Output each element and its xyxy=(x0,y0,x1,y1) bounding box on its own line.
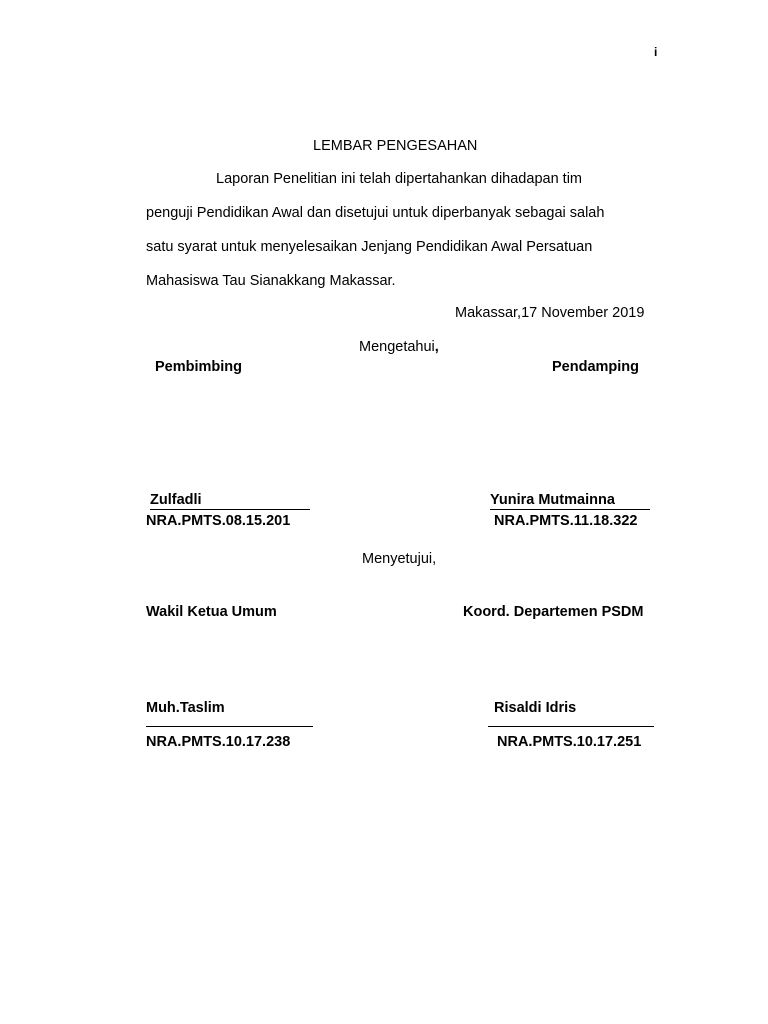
mengetahui-comma: , xyxy=(434,339,439,355)
role-koord-psdm: Koord. Departemen PSDM xyxy=(463,604,644,620)
nra-yunira: NRA.PMTS.11.18.322 xyxy=(494,513,638,529)
menyetujui-heading: Menyetujui, xyxy=(362,551,437,567)
role-pendamping: Pendamping xyxy=(552,359,640,375)
nra-zulfadli: NRA.PMTS.08.15.201 xyxy=(146,513,291,529)
name-muh-taslim: Muh.Taslim xyxy=(146,700,225,716)
paragraph-line-4: Mahasiswa Tau Sianakkang Makassar. xyxy=(146,273,396,289)
nra-muh-taslim: NRA.PMTS.10.17.238 xyxy=(146,734,291,750)
mengetahui-text: Mengetahui xyxy=(359,339,435,355)
role-pembimbing: Pembimbing xyxy=(155,359,243,375)
mengetahui-heading xyxy=(359,339,439,355)
name-risaldi-idris: Risaldi Idris xyxy=(494,700,577,716)
nra-risaldi-idris: NRA.PMTS.10.17.251 xyxy=(497,734,642,750)
page-title: LEMBAR PENGESAHAN xyxy=(313,138,478,154)
paragraph-line-2: penguji Pendidikan Awal dan disetujui untuk diperbanyak sebagai salah xyxy=(146,205,605,221)
signature-line-left-top xyxy=(150,509,310,510)
name-yunira: Yunira Mutmainna xyxy=(490,492,615,508)
name-zulfadli: Zulfadli xyxy=(150,492,202,508)
page-number: i xyxy=(654,45,658,59)
role-wakil-ketua: Wakil Ketua Umum xyxy=(146,604,277,620)
paragraph-line-1: Laporan Penelitian ini telah dipertahankan dihadapan tim xyxy=(216,171,582,187)
signature-line-left-bottom xyxy=(146,726,313,727)
signature-line-right-bottom xyxy=(488,726,654,727)
signature-line-right-top xyxy=(490,509,650,510)
paragraph-line-3: satu syarat untuk menyelesaikan Jenjang Pendidikan Awal Persatuan xyxy=(146,239,593,255)
place-date: Makassar,17 November 2019 xyxy=(455,305,645,321)
